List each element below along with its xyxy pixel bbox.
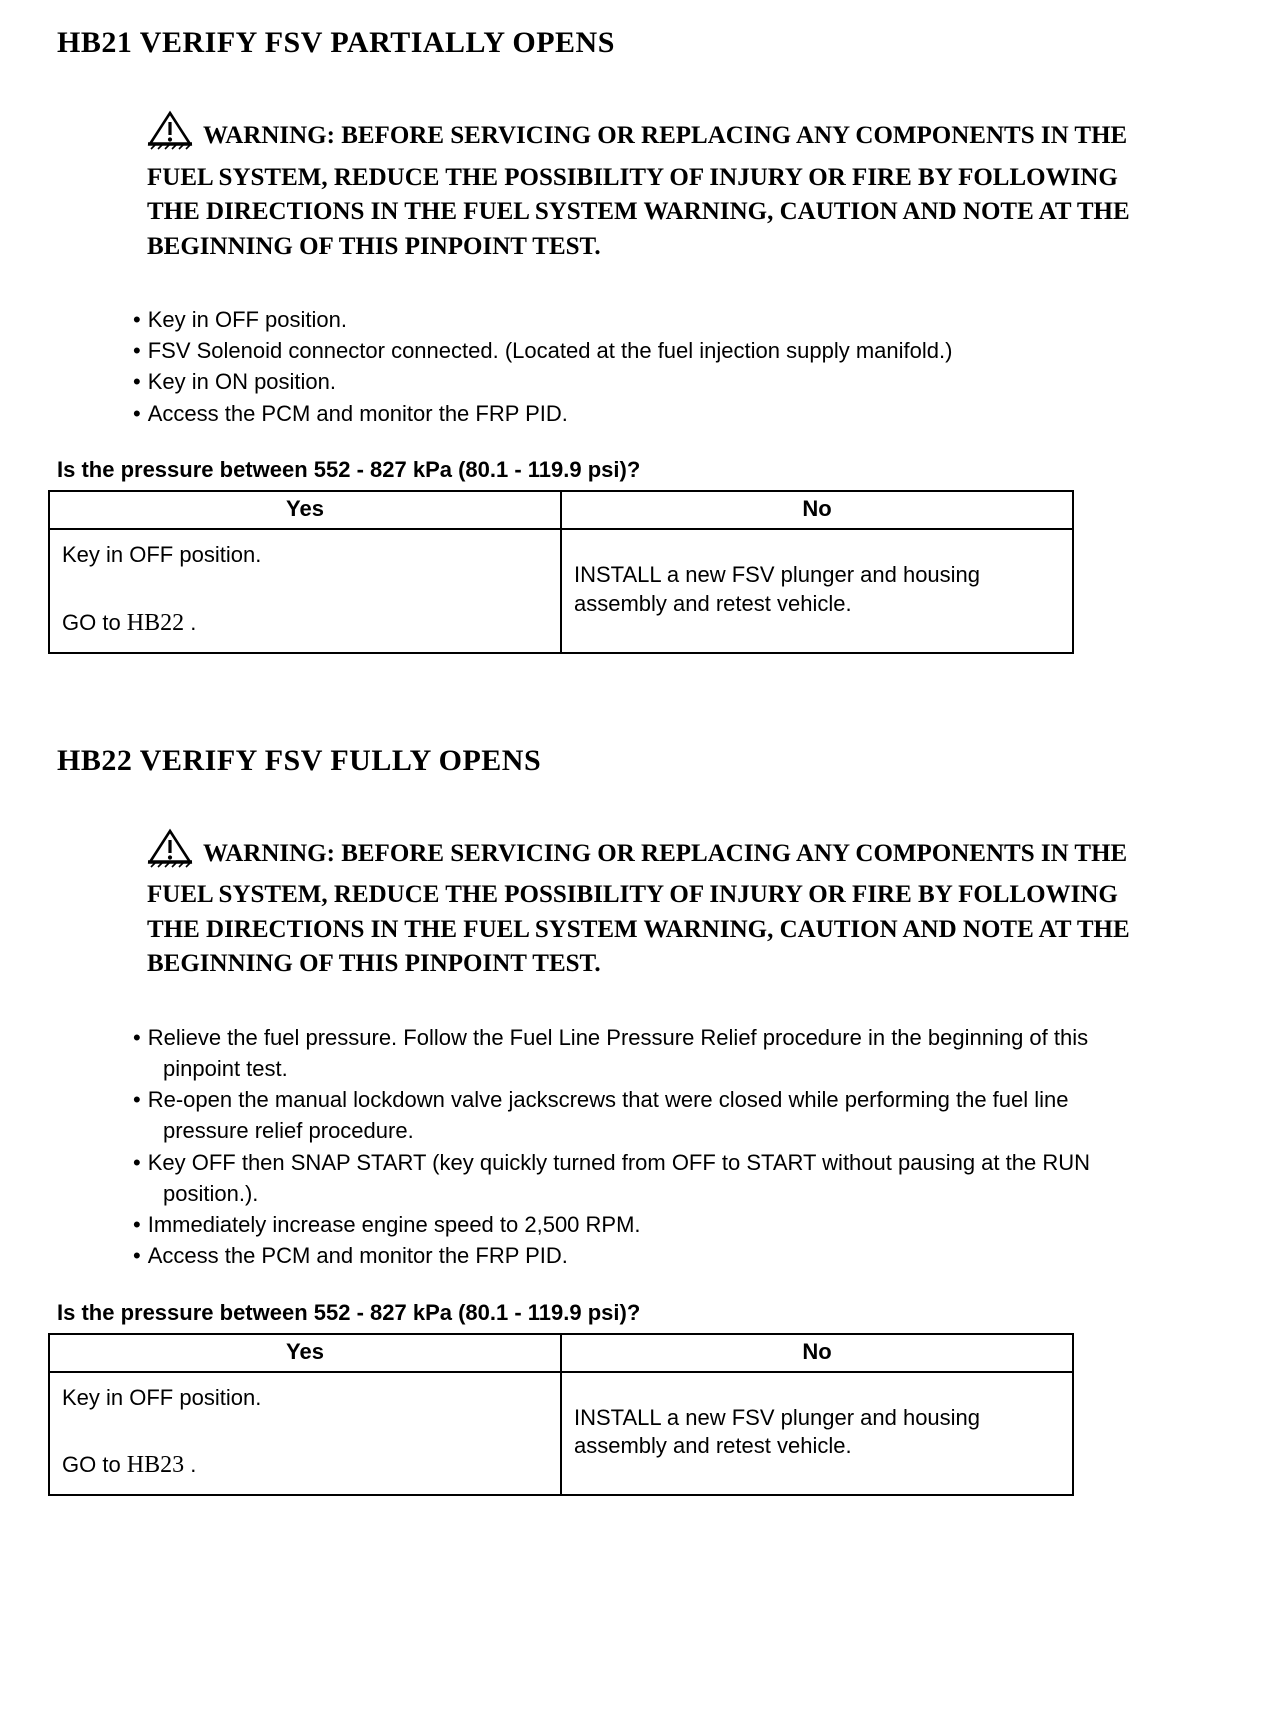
table-header-no: No bbox=[561, 1334, 1073, 1372]
no-action-text: INSTALL a new FSV plunger and housing assembly and retest vehicle. bbox=[574, 562, 981, 616]
go-prefix: GO to bbox=[62, 609, 127, 635]
no-cell bbox=[561, 1372, 1073, 1496]
bullet-item: • Key OFF then SNAP START (key quickly turned from OFF to START without pausing at the RUN position.). bbox=[133, 1147, 1118, 1209]
warning-triangle-icon bbox=[147, 828, 193, 879]
decision-table-hb21 bbox=[48, 490, 1074, 654]
yes-action-text: Key in OFF position. bbox=[62, 541, 262, 567]
warning-block bbox=[147, 828, 1137, 982]
bullet-item: • FSV Solenoid connector connected. (Located at the fuel injection supply manifold.) bbox=[133, 335, 1118, 366]
procedure-bullet-list bbox=[133, 1022, 1118, 1272]
section-hb22 bbox=[57, 744, 1223, 1497]
yes-cell bbox=[49, 1372, 561, 1496]
section-hb21 bbox=[57, 26, 1223, 654]
warning-block bbox=[147, 110, 1137, 264]
go-prefix: GO to bbox=[62, 1452, 127, 1478]
go-to-line bbox=[62, 608, 548, 639]
bullet-item: • Access the PCM and monitor the FRP PID. bbox=[133, 1240, 1118, 1271]
bullet-item: • Relieve the fuel pressure. Follow the Fuel Line Pressure Relief procedure in the beginning of this pinpoint test. bbox=[133, 1022, 1118, 1084]
table-header-row bbox=[49, 1334, 1073, 1372]
decision-table-hb22 bbox=[48, 1333, 1074, 1497]
table-header-yes: Yes bbox=[49, 1334, 561, 1372]
yes-action-text: Key in OFF position. bbox=[62, 1384, 262, 1410]
section-title-hb21: HB21 VERIFY FSV PARTIALLY OPENS bbox=[57, 26, 615, 59]
no-cell bbox=[561, 529, 1073, 653]
hb22-reference-link[interactable]: HB22 bbox=[126, 609, 185, 636]
section-title-hb22: HB22 VERIFY FSV FULLY OPENS bbox=[57, 743, 542, 777]
no-action-text: INSTALL a new FSV plunger and housing assembly and retest vehicle. bbox=[574, 1404, 981, 1459]
table-row bbox=[49, 529, 1073, 653]
go-suffix: . bbox=[184, 609, 197, 635]
warning-text: WARNING: BEFORE SERVICING OR REPLACING ANY COMPONENTS IN THE FUEL SYSTEM, REDUCE THE POSSIBILITY OF INJURY OR FIRE BY FOLLOWING THE DIRECTIONS IN THE FUEL SYSTEM WARNING, CAUTION AND NOTE AT THE BEGINNING OF THIS PINPOINT TEST. bbox=[147, 122, 1130, 260]
bullet-item: • Re-open the manual lockdown valve jackscrews that were closed while performing the fuel line pressure relief procedure. bbox=[133, 1084, 1118, 1146]
go-to-line bbox=[62, 1450, 548, 1481]
bullet-item: • Key in ON position. bbox=[133, 366, 1118, 397]
yes-cell bbox=[49, 529, 561, 653]
table-header-yes: Yes bbox=[49, 491, 561, 529]
table-row bbox=[49, 1372, 1073, 1496]
bullet-item: • Key in OFF position. bbox=[133, 304, 1118, 335]
bullet-item: • Access the PCM and monitor the FRP PID. bbox=[133, 398, 1118, 429]
question-text: Is the pressure between 552 - 827 kPa (80.1 - 119.9 psi)? bbox=[57, 456, 641, 482]
table-header-row bbox=[49, 491, 1073, 529]
hb23-reference-link[interactable]: HB23 bbox=[126, 1452, 185, 1479]
table-header-no: No bbox=[561, 491, 1073, 529]
bullet-item: • Immediately increase engine speed to 2,500 RPM. bbox=[133, 1209, 1118, 1240]
go-suffix: . bbox=[184, 1452, 197, 1478]
procedure-bullet-list bbox=[133, 304, 1118, 429]
warning-text: WARNING: BEFORE SERVICING OR REPLACING ANY COMPONENTS IN THE FUEL SYSTEM, REDUCE THE POSSIBILITY OF INJURY OR FIRE BY FOLLOWING THE DIRECTIONS IN THE FUEL SYSTEM WARNING, CAUTION AND NOTE AT THE BEGINNING OF THIS PINPOINT TEST. bbox=[147, 839, 1130, 978]
warning-triangle-icon bbox=[147, 110, 193, 161]
question-text: Is the pressure between 552 - 827 kPa (80.1 - 119.9 psi)? bbox=[57, 1299, 641, 1325]
